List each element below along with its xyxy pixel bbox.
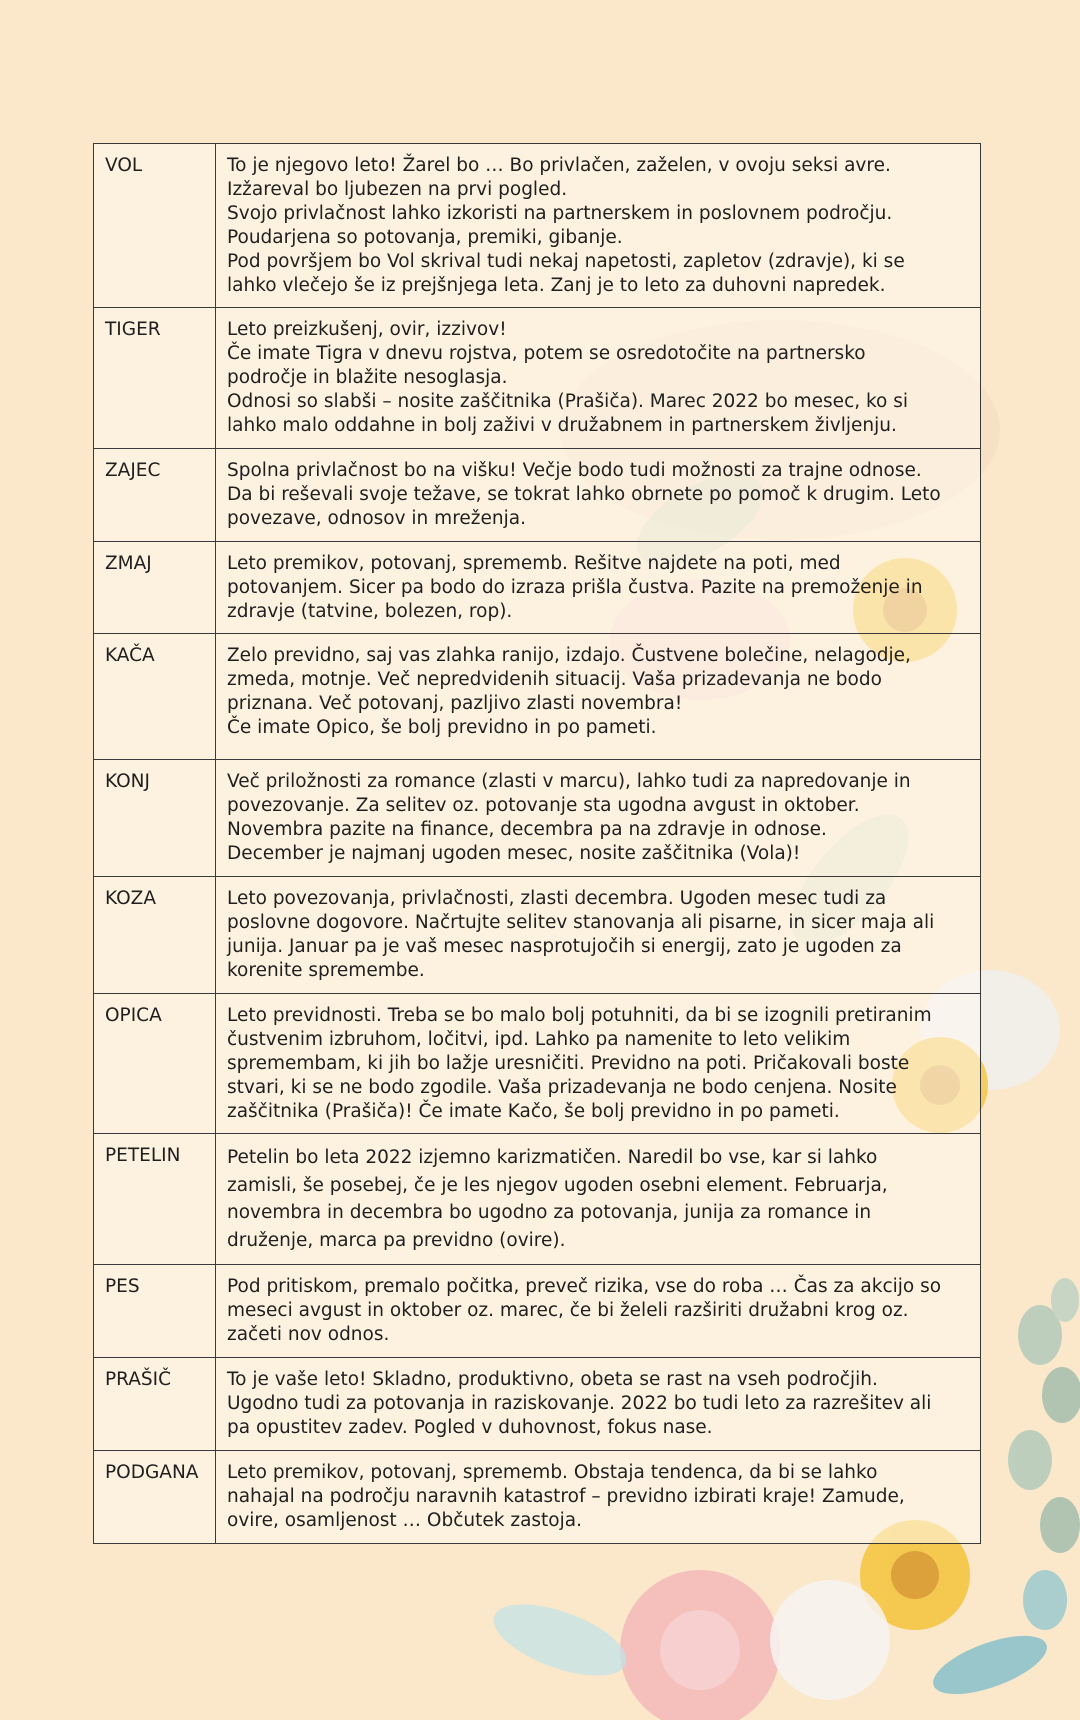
sign-name-cell: KAČA — [94, 634, 216, 760]
table-row — [94, 634, 981, 760]
sign-forecast-cell: To je njegovo leto! Žarel bo … Bo privlačen, zaželen, v ovoju seksi avre. Izžareval bo ljubezen na prvi pogled. Svojo privlačnost lahko izkoristi na partnerskem in poslovnem področju. Poudarjena so potovanja, premiki, gibanje. Pod površjem bo Vol skrival tudi nekaj napetosti, zapletov (zdravje), ki se lahko vlečejo še iz prejšnjega leta. Zanj je to leto za duhovni napredek. — [216, 144, 981, 308]
sign-forecast-cell: Leto preizkušenj, ovir, izzivov! Če imate Tigra v dnevu rojstva, potem se osredotočite na partnersko področje in blažite nesoglasja. Odnosi so slabši – nosite zaščitnika (Prašiča). Marec 2022 bo mesec, ko si lahko malo oddahne in bolj zaživi v družabnem in partnerskem življenju. — [216, 308, 981, 449]
table-row — [94, 877, 981, 994]
table-row — [94, 449, 981, 542]
sign-forecast-cell: Leto povezovanja, privlačnosti, zlasti decembra. Ugoden mesec tudi za poslovne dogovore. Načrtujte selitev stanovanja ali pisarne, in sicer maja ali junija. Januar pa je vaš mesec nasprotujočih si energij, zato je ugoden za korenite spremembe. — [216, 877, 981, 994]
sign-forecast-cell: Spolna privlačnost bo na višku! Večje bodo tudi možnosti za trajne odnose. Da bi reševali svoje težave, se tokrat lahko obrnete po pomoč k drugim. Leto povezave, odnosov in mreženja. — [216, 449, 981, 542]
sign-name-cell: KONJ — [94, 760, 216, 877]
sign-forecast-cell: Leto premikov, potovanj, sprememb. Obstaja tendenca, da bi se lahko nahajal na področju naravnih katastrof – previdno izbirati kraje! Zamude, ovire, osamljenost … Občutek zastoja. — [216, 1451, 981, 1544]
sign-forecast-cell: Zelo previdno, saj vas zlahka ranijo, izdajo. Čustvene bolečine, nelagodje, zmeda, motnje. Več nepredvidenih situacij. Vaša prizadevanja ne bodo priznana. Več potovanj, pazljivo zlasti novembra! Če imate Opico, še bolj previdno in po pameti. — [216, 634, 981, 760]
table-row — [94, 1451, 981, 1544]
rose-icon — [660, 1610, 740, 1690]
sign-forecast-cell: Leto previdnosti. Treba se bo malo bolj potuhniti, da bi se izognili pretiranim čustvenim izbruhom, ločitvi, ipd. Lahko pa namenite to leto velikim spremembam, ki jih bo lažje uresničiti. Previdno na poti. Pričakovali boste stvari, ki se ne bodo zgodile. Vaša prizadevanja ne bodo cenjena. Nosite zaščitnika (Prašiča)! Če imate Kačo, še bolj previdno in po pameti. — [216, 994, 981, 1134]
table-row — [94, 994, 981, 1134]
zodiac-forecast-table-wrapper — [93, 143, 981, 1544]
sign-name-cell: PETELIN — [94, 1134, 216, 1265]
sign-name-cell: ZMAJ — [94, 542, 216, 634]
table-row — [94, 760, 981, 877]
sign-forecast-cell: Leto premikov, potovanj, sprememb. Rešitve najdete na poti, med potovanjem. Sicer pa bodo do izraza prišla čustva. Pazite na premoženje in zdravje (tatvine, bolezen, rop). — [216, 542, 981, 634]
sign-name-cell: KOZA — [94, 877, 216, 994]
sign-name-cell: PRAŠIČ — [94, 1358, 216, 1451]
zodiac-forecast-table — [93, 143, 981, 1544]
sign-name-cell: PES — [94, 1265, 216, 1358]
sign-name-cell: OPICA — [94, 994, 216, 1134]
sign-name-cell: ZAJEC — [94, 449, 216, 542]
sign-forecast-cell: Petelin bo leta 2022 izjemno karizmatičen. Naredil bo vse, kar si lahko zamisli, še posebej, če je les njegov ugoden osebni element. Februarja, novembra in decembra bo ugodno za potovanja, junija za romance in druženje, marca pa previdno (ovire). — [216, 1134, 981, 1265]
sign-forecast-cell: To je vaše leto! Skladno, produktivno, obeta se rast na vseh področjih. Ugodno tudi za potovanja in raziskovanje. 2022 bo tudi leto za razrešitev ali pa opustitev zadev. Pogled v duhovnost, fokus nase. — [216, 1358, 981, 1451]
table-row — [94, 1134, 981, 1265]
leaf-shape — [485, 1590, 636, 1691]
sign-name-cell: TIGER — [94, 308, 216, 449]
table-row — [94, 144, 981, 308]
table-row — [94, 1265, 981, 1358]
flower-icon — [770, 1580, 890, 1700]
eucalyptus-icon — [1008, 1278, 1080, 1630]
sign-forecast-cell: Več priložnosti za romance (zlasti v marcu), lahko tudi za napredovanje in povezovanje. Za selitev oz. potovanje sta ugodna avgust in oktober. Novembra pazite na finance, decembra pa na zdravje in odnose. December je najmanj ugoden mesec, nosite zaščitnika (Vola)! — [216, 760, 981, 877]
table-row — [94, 1358, 981, 1451]
sign-name-cell: VOL — [94, 144, 216, 308]
table-row — [94, 542, 981, 634]
sign-name-cell: PODGANA — [94, 1451, 216, 1544]
table-row — [94, 308, 981, 449]
leaf-shape — [926, 1624, 1054, 1706]
sign-forecast-cell: Pod pritiskom, premalo počitka, preveč rizika, vse do roba … Čas za akcijo so meseci avgust in oktober oz. marec, če bi želeli razširiti družabni krog oz. začeti nov odnos. — [216, 1265, 981, 1358]
